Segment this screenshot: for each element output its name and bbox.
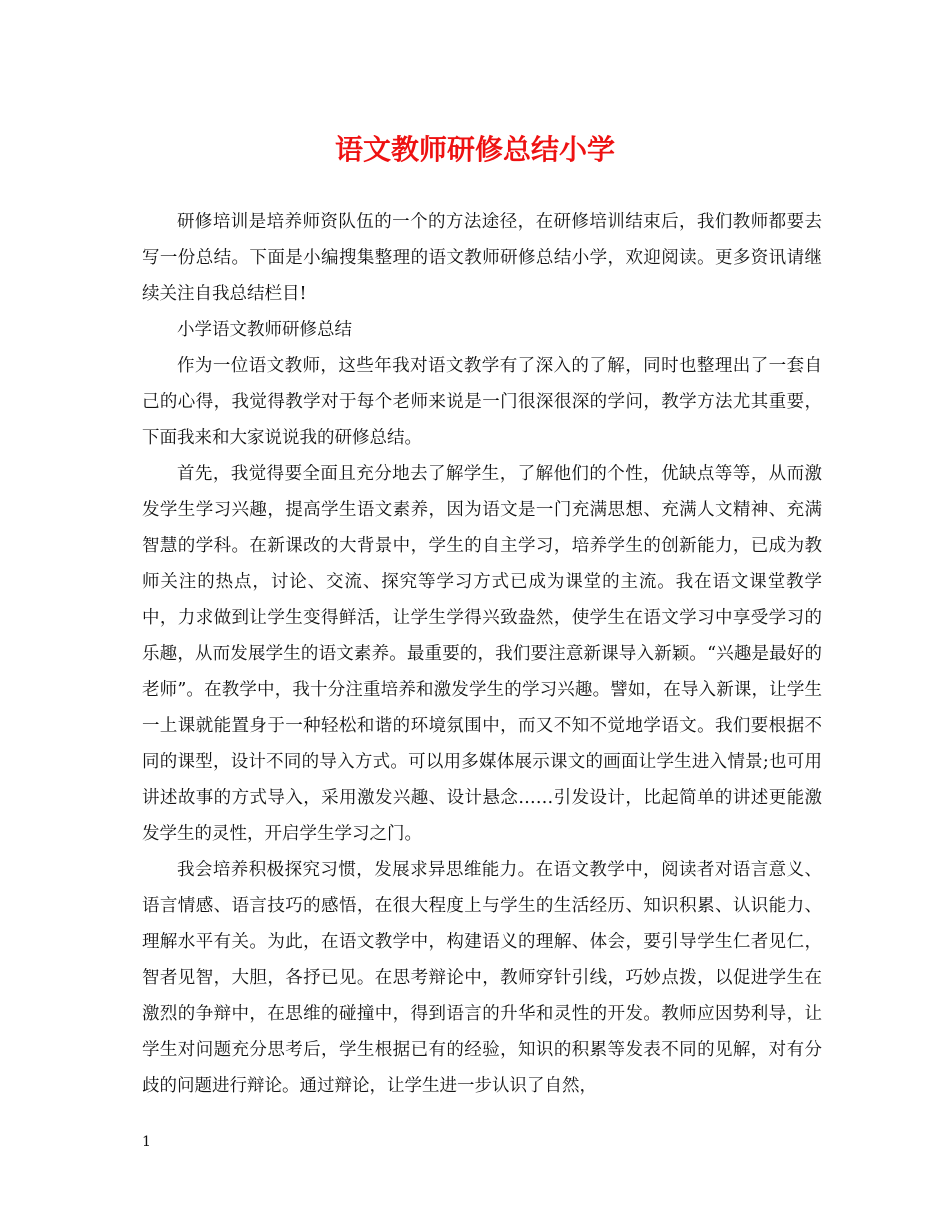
paragraph-first-point: 首先，我觉得要全面且充分地去了解学生，了解他们的个性，优缺点等等，从而激发学生学习兴趣，提高学生语文素养，因为语文是一门充满思想、充满人文精神、充满智慧的学科。在新课改的大背景中，学生的自主学习，培养学生的创新能力，已成为教师关注的热点，讨论、交流、探究等学习方式已成为课堂的主流。我在语文课堂教学中，力求做到让学生变得鲜活，让学生学得兴致盎然，使学生在语文学习中享受学习的乐趣，从而发展学生的语文素养。最重要的，我们要注意新课导入新颖。“兴趣是最好的老师”。在教学中，我十分注重培养和激发学生的学习兴趣。譬如，在导入新课，让学生一上课就能置身于一种轻松和谐的环境氛围中，而又不知不觉地学语文。我们要根据不同的课型，设计不同的导入方式。可以用多媒体展示课文的画面让学生进入情景;也可用讲述故事的方式导入，采用激发兴趣、设计悬念……引发设计，比起简单的讲述更能激发学生的灵性，开启学生学习之门。: [142, 464, 822, 844]
paragraph-opening: 作为一位语文教师，这些年我对语文教学有了深入的了解，同时也整理出了一套自己的心得，我觉得教学对于每个老师来说是一门很深很深的学问，教学方法尤其重要，下面我来和大家说说我的研修总结。: [142, 356, 822, 448]
paragraph-subtitle: 小学语文教师研修总结: [177, 320, 352, 340]
document-title: 语文教师研修总结小学: [334, 133, 615, 166]
paragraph-second-point: 我会培养积极探究习惯，发展求异思维能力。在语文教学中，阅读者对语言意义、语言情感、语言技巧的感悟，在很大程度上与学生的生活经历、知识积累、认识能力、理解水平有关。为此，在语文教学中，构建语义的理解、体会，要引导学生仁者见仁，智者见智，大胆，各抒已见。在思考辩论中，教师穿针引线，巧妙点拨，以促进学生在激烈的争辩中，在思维的碰撞中，得到语言的升华和灵性的开发。教师应因势利导，让学生对问题充分思考后，学生根据已有的经验，知识的积累等发表不同的见解，对有分歧的问题进行辩论。通过辩论，让学生进一步认识了自然，: [142, 860, 822, 1096]
paragraph-intro: 研修培训是培养师资队伍的一个的方法途径，在研修培训结束后，我们教师都要去写一份总结。下面是小编搜集整理的语文教师研修总结小学，欢迎阅读。更多资讯请继续关注自我总结栏目!: [142, 212, 822, 304]
document-body: [142, 204, 822, 1104]
page-number: 1: [142, 1134, 151, 1150]
